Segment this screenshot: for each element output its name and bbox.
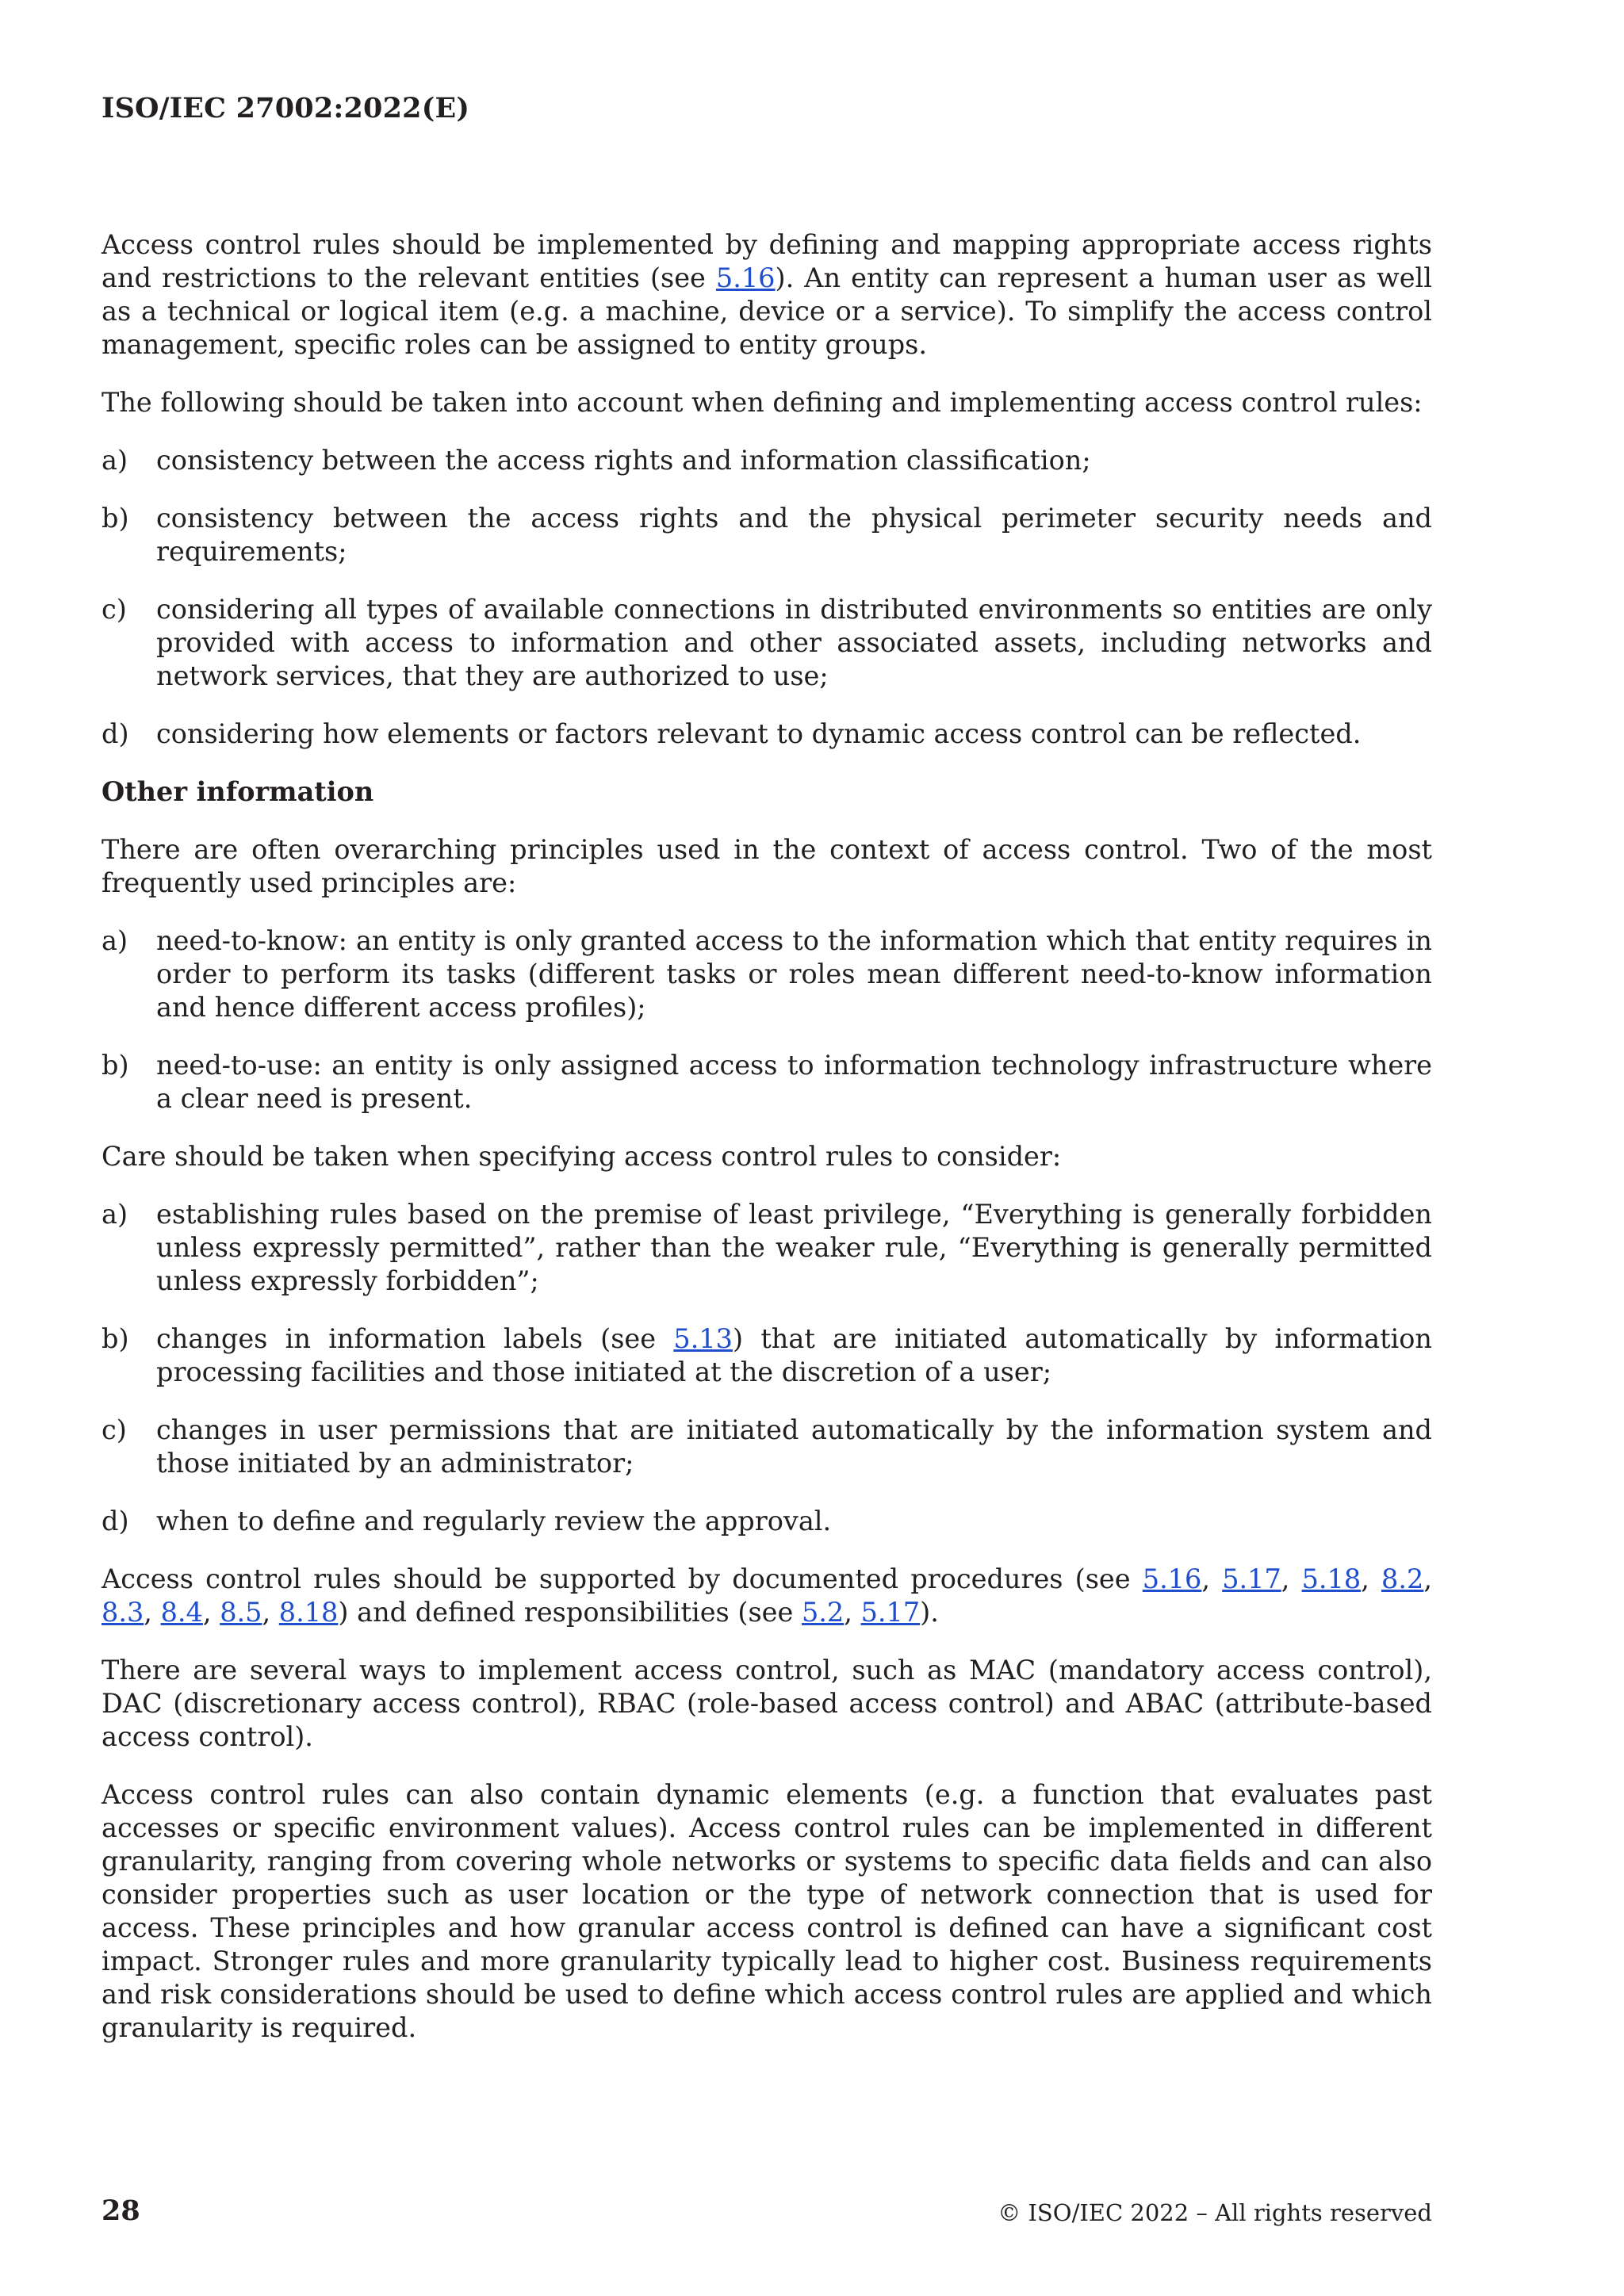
paragraph-intro	[102, 228, 1432, 362]
list-label: a)	[102, 1199, 128, 1230]
text-run: ). An entity can represent a human user as well as a technical or logical item (e.g. a machine, device or a service). To simplify the access control management, specific roles can be assigned to entity groups.	[102, 262, 1432, 360]
paragraph-care: Care should be taken when specifying access control rules to consider:	[102, 1141, 1062, 1172]
ref-link-5-16[interactable]: 5.16	[715, 262, 776, 293]
separator: ,	[844, 1597, 861, 1628]
list2-item-b	[102, 1049, 1432, 1115]
document-header: ISO/IEC 27002:2022(E)	[102, 92, 470, 124]
separator: ,	[1423, 1563, 1432, 1594]
list-text: considering how elements or factors relevant to dynamic access control can be reflected.	[156, 718, 1362, 749]
ref-link-5-17[interactable]: 5.17	[1222, 1563, 1281, 1594]
page-number: 28	[102, 2195, 140, 2227]
paragraph-procedures	[102, 1563, 1432, 1629]
ref-link-8-4[interactable]: 8.4	[160, 1597, 203, 1628]
text-run: ) that are initiated automatically by information processing facilities and those initiated at the discretion of a user;	[156, 1323, 1432, 1387]
list-text: when to define and regularly review the approval.	[156, 1506, 832, 1536]
ref-link-8-18[interactable]: 8.18	[278, 1597, 339, 1628]
list-text: considering all types of available connections in distributed environments so entities are only provided with access to information and other associated assets, including networks and network services, that they are authorized to use;	[156, 594, 1432, 691]
ref-link-5-17[interactable]: 5.17	[860, 1597, 921, 1628]
list3-item-d	[102, 1505, 1432, 1538]
ref-link-5-13[interactable]: 5.13	[673, 1323, 733, 1354]
list1-item-b	[102, 502, 1432, 568]
list-text: establishing rules based on the premise of least privilege, “Everything is generally forbidden unless expressly permitted”, rather than the weaker rule, “Everything is generally permitted unless expressly forbidden”;	[156, 1199, 1432, 1296]
text-run: changes in information labels (see	[156, 1323, 674, 1354]
separator: ,	[202, 1597, 220, 1628]
paragraph-principles: There are often overarching principles used in the context of access control. Two of the most frequently used principles are:	[102, 834, 1432, 898]
list-text	[156, 1322, 1432, 1389]
ref-link-5-2[interactable]: 5.2	[801, 1597, 845, 1628]
list-label: b)	[102, 503, 129, 534]
list2-item-a	[102, 924, 1432, 1024]
list1-item-d	[102, 718, 1432, 751]
separator: ,	[262, 1597, 279, 1628]
paragraph-considerations: The following should be taken into account when defining and implementing access control rules:	[102, 387, 1423, 418]
list1-item-a	[102, 444, 1432, 477]
ref-link-8-5[interactable]: 8.5	[220, 1597, 262, 1628]
ref-link-8-2[interactable]: 8.2	[1381, 1563, 1424, 1594]
list3-item-c	[102, 1414, 1432, 1480]
list1-item-c	[102, 593, 1432, 693]
separator: ,	[1361, 1563, 1382, 1594]
text-run: ) and defined responsibilities (see	[338, 1597, 802, 1628]
list3-item-a	[102, 1198, 1432, 1298]
list-label: c)	[102, 594, 127, 625]
list-label: b)	[102, 1323, 129, 1354]
list-text: need-to-use: an entity is only assigned access to information technology infrastructure where a clear need is present.	[156, 1050, 1432, 1114]
list-text: need-to-know: an entity is only granted access to the information which that entity requires in order to perform its tasks (different tasks or roles mean different need-to-know information and hence different access profiles);	[156, 925, 1432, 1023]
list-text: consistency between the access rights and information classification;	[156, 445, 1091, 476]
list3-item-b	[102, 1322, 1432, 1389]
separator: ,	[1201, 1563, 1223, 1594]
text-run: ).	[920, 1597, 939, 1628]
text-run: Access control rules should be supported by documented procedures (see	[102, 1563, 1143, 1594]
ref-link-8-3[interactable]: 8.3	[102, 1597, 144, 1628]
ref-link-5-16[interactable]: 5.16	[1142, 1563, 1202, 1594]
text-run: Access control rules should be implemented by defining and mapping appropriate access rights and restrictions to the relevant entities (see	[102, 229, 1432, 293]
list-label: a)	[102, 445, 128, 476]
copyright-notice: © ISO/IEC 2022 – All rights reserved	[998, 2199, 1432, 2226]
separator: ,	[1281, 1563, 1302, 1594]
list-text: consistency between the access rights and the physical perimeter security needs and requirements;	[156, 503, 1432, 567]
main-content	[102, 228, 1432, 2069]
heading-other-information: Other information	[102, 776, 374, 807]
paragraph-access-models: There are several ways to implement access control, such as MAC (mandatory access control), DAC (discretionary access control), RBAC (role-based access control) and ABAC (attribute-based access control).	[102, 1655, 1432, 1752]
list-text: changes in user permissions that are initiated automatically by the information system and those initiated by an administrator;	[156, 1414, 1432, 1479]
list-label: c)	[102, 1414, 127, 1445]
separator: ,	[144, 1597, 161, 1628]
ref-link-5-18[interactable]: 5.18	[1301, 1563, 1362, 1594]
list-label: d)	[102, 718, 129, 749]
list-label: a)	[102, 925, 128, 956]
list-label: d)	[102, 1506, 129, 1536]
paragraph-dynamic-elements: Access control rules can also contain dynamic elements (e.g. a function that evaluates past accesses or specific environment values). Access control rules can be implemented in different granularity, ranging from covering whole networks or systems to specific data fields and can also consider properties such as user location or the type of network connection that is used for access. These principles and how granular access control is defined can have a significant cost impact. Stronger rules and more granularity typically lead to higher cost. Business requirements and risk considerations should be used to define which access control rules are applied and which granularity is required.	[102, 1779, 1432, 2043]
list-label: b)	[102, 1050, 129, 1081]
